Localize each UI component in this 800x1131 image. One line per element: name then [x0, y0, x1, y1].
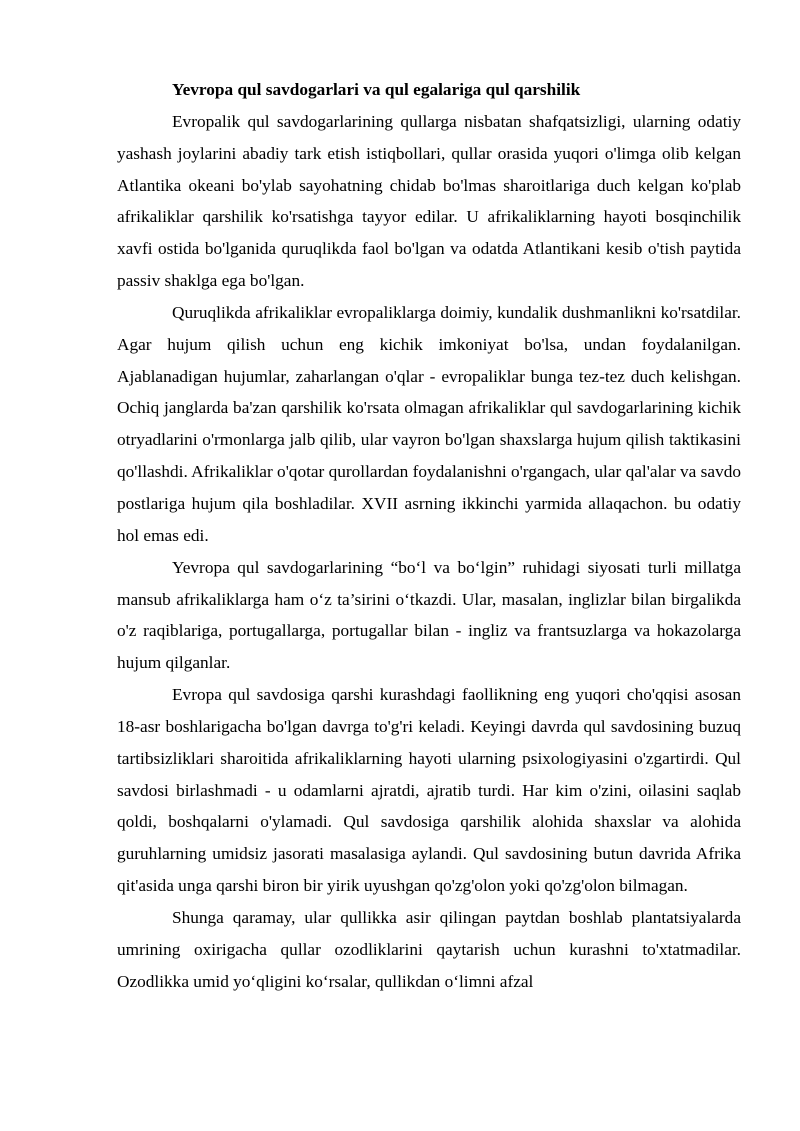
paragraph-5: Shunga qaramay, ular qullikka asir qilingan paytdan boshlab plantatsiyalarda umrining oxirigacha qullar ozodliklarini qaytarish uchun kurashni to'xtatmadilar. Ozodlikka umid yo‘qligini ko‘rsalar, qullikdan o‘limni afzal	[117, 907, 741, 991]
paragraph-2: Quruqlikda afrikaliklar evropaliklarga doimiy, kundalik dushmanlikni ko'rsatdilar. Agar hujum qilish uchun eng kichik imkoniyat bo'lsa, undan foydalanilgan. Ajablanadigan hujumlar, zaharlangan o'qlar - evropaliklar bunga tez-tez duch kelishgan. Ochiq janglarda ba'zan qarshilik ko'rsata olmagan afrikaliklar qul savdogarlarining kichik otryadlarini o'rmonlarga jalb qilib, ular vayron bo'lgan shaxslarga hujum qilish taktikasini qo'llashdi. Afrikaliklar o'qotar qurollardan foydalanishni o'rgangach, ular qal'alar va savdo postlariga hujum qila boshladilar. XVII asrning ikkinchi yarmida allaqachon. bu odatiy hol emas edi.	[117, 302, 741, 545]
document-page	[117, 74, 741, 997]
paragraph-4: Evropa qul savdosiga qarshi kurashdagi faollikning eng yuqori cho'qqisi asosan 18-asr boshlarigacha bo'lgan davrga to'g'ri keladi. Keyingi davrda qul savdosining buzuq tartibsizliklari sharoitida afrikaliklarning hayoti ularning psixologiyasini o'zgartirdi. Qul savdosi birlashmadi - u odamlarni ajratdi, ajratib turdi. Har kim o'zini, oilasini saqlab qoldi, boshqalarni o'ylamadi. Qul savdosiga qarshilik alohida shaxslar va alohida guruhlarning umidsiz jasorati masalasiga aylandi. Qul savdosining butun davrida Afrika qit'asida unga qarshi biron bir yirik uyushgan qo'zg'olon yoki qo'zg'olon bilmagan.	[117, 685, 741, 896]
paragraph-3: Yevropa qul savdogarlarining “bo‘l va bo‘lgin” ruhidagi siyosati turli millatga mansub afrikaliklarga ham o‘z ta’sirini o‘tkazdi. Ular, masalan, inglizlar bilan birgalikda o'z raqiblariga, portugallarga, portugallar bilan - ingliz va frantsuzlarga va hokazolarga hujum qilganlar.	[117, 557, 741, 673]
paragraph-1: Evropalik qul savdogarlarining qullarga nisbatan shafqatsizligi, ularning odatiy yashash joylarini abadiy tark etish istiqbollari, qullar orasida yuqori o'limga olib kelgan Atlantika okeani bo'ylab sayohatning chidab bo'lmas sharoitlariga duch kelgan ko'plab afrikaliklar qarshilik ko'rsatishga tayyor edilar. U afrikaliklarning hayoti bosqinchilik xavfi ostida bo'lganida quruqlikda faol bo'lgan va odatda Atlantikani kesib o'tish paytida passiv shaklga ega bo'lgan.	[117, 111, 741, 291]
document-heading: Yevropa qul savdogarlari va qul egalariga qul qarshilik	[172, 80, 581, 99]
